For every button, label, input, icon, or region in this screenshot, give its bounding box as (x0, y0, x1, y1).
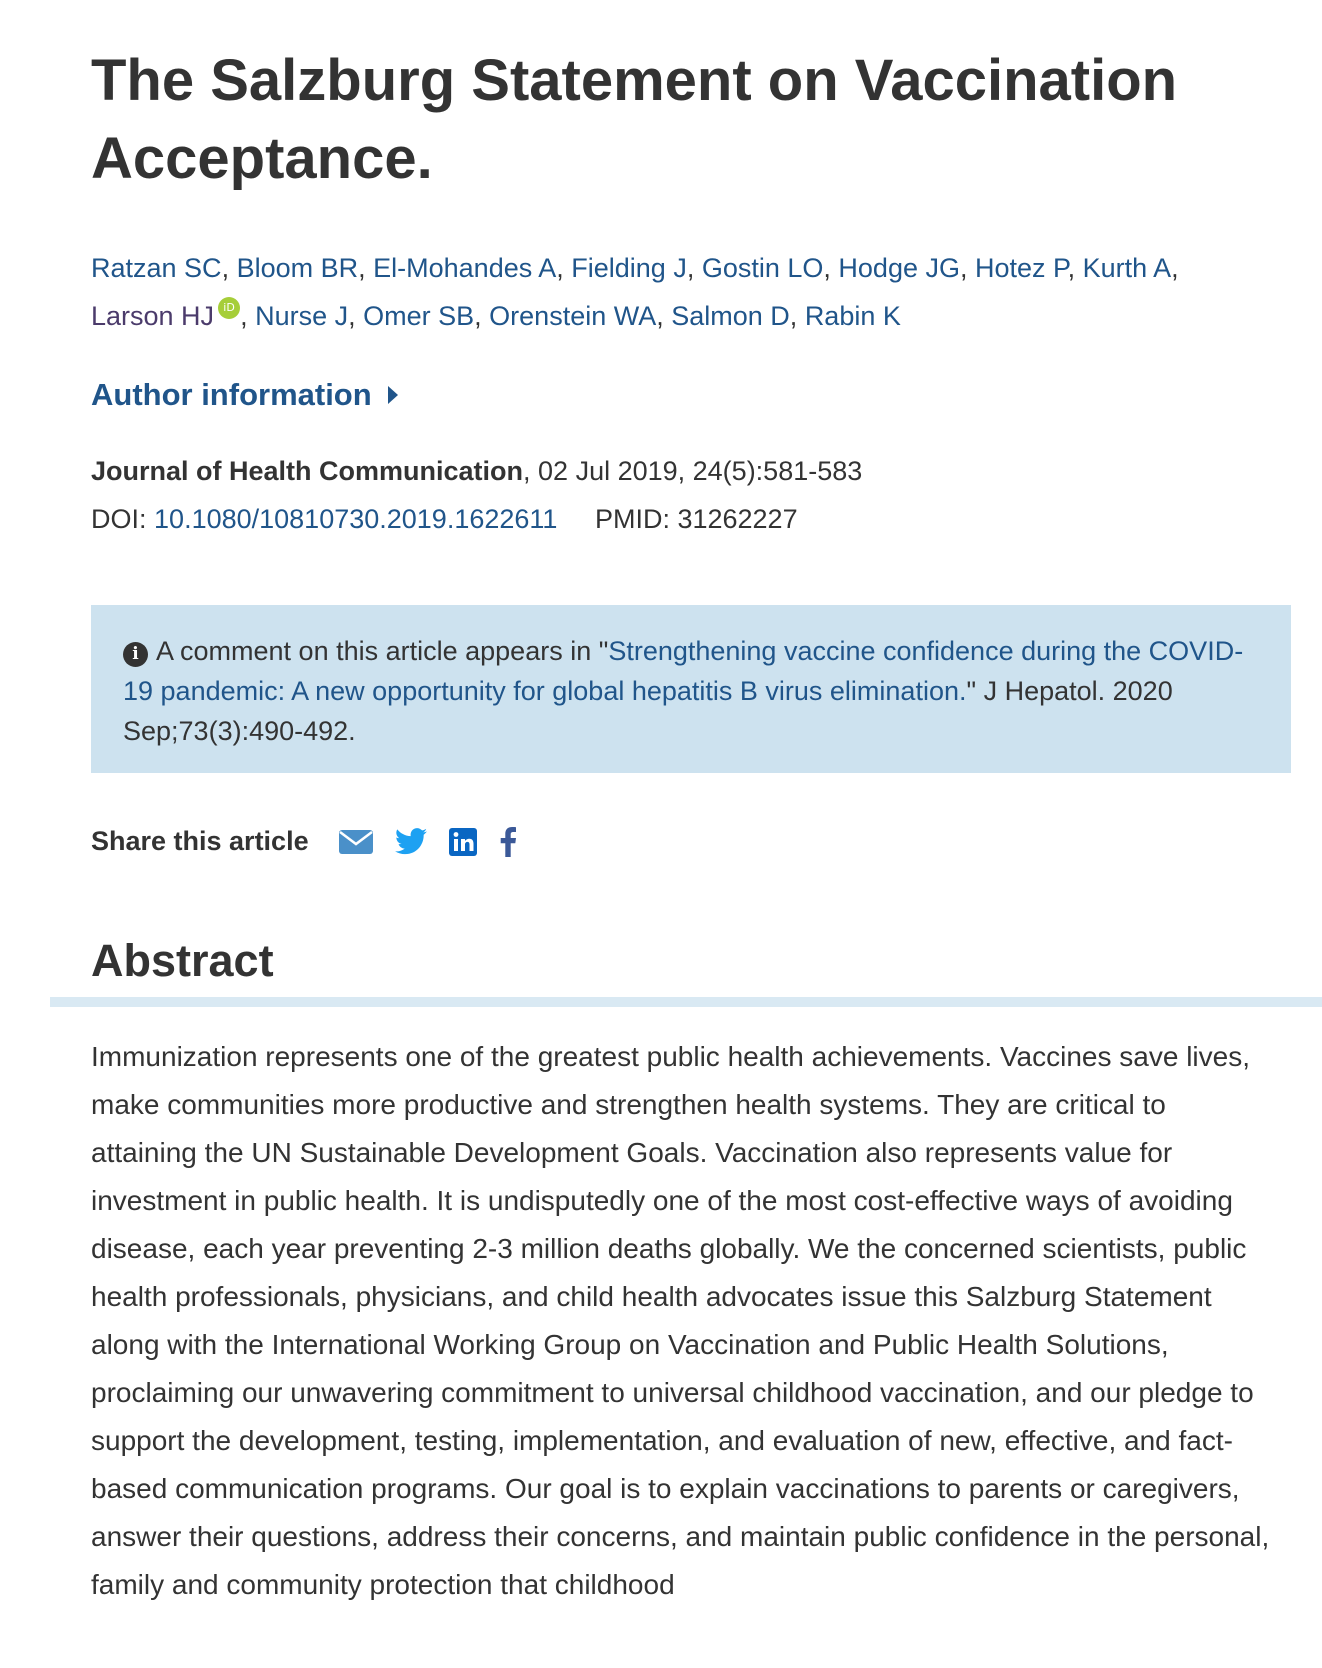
author-link[interactable]: Larson HJ (91, 301, 215, 331)
author-link[interactable]: Kurth A (1082, 253, 1172, 283)
author-link[interactable]: Omer SB (363, 301, 475, 331)
abstract-heading: Abstract (91, 935, 274, 986)
twitter-icon[interactable] (395, 828, 427, 855)
author-link[interactable]: Gostin LO (701, 253, 824, 283)
author-information-label: Author information (91, 377, 372, 412)
author-link[interactable]: Hodge JG (838, 253, 960, 283)
orcid-icon[interactable]: iD (218, 297, 240, 319)
author-link[interactable]: Orenstein WA (489, 301, 657, 331)
abstract-text: Immunization represents one of the greatest public health achievements. Vaccines save lives, make communities more productive and strengthen health systems. They are critical to attaining the UN Sustainable Development Goals. Vaccination also represents value for investment in public health. It is undisputedly one of the most cost-effective ways of avoiding disease, each year preventing 2-3 million deaths globally. We the concerned scientists, public health professionals, physicians, and child health advocates issue this Salzburg Statement along with the International Working Group on Vaccination and Public Health Solutions, proclaiming our unwavering commitment to universal childhood vaccination, and our pledge to support the development, testing, implementation, and evaluation of new, effective, and fact-based communication programs. Our goal is to explain vaccinations to parents or caregivers, answer their questions, address their concerns, and maintain public confidence in the personal, family and community protection that childhood (91, 1041, 1270, 1600)
author-link[interactable]: Ratzan SC (91, 253, 222, 283)
envelope-icon[interactable] (339, 830, 373, 854)
author-link[interactable]: Rabin K (804, 301, 901, 331)
author-information-toggle[interactable] (91, 377, 398, 413)
author-link[interactable]: El-Mohandes A (373, 253, 557, 283)
author-link[interactable]: Bloom BR (236, 253, 359, 283)
section-divider (50, 997, 1322, 1007)
author-link[interactable]: Salmon D (671, 301, 790, 331)
share-bar (91, 826, 517, 857)
doi-label: DOI: (91, 504, 147, 534)
comment-notice (91, 605, 1291, 773)
info-icon: i (123, 642, 148, 667)
author-link[interactable]: Fielding J (571, 253, 687, 283)
notice-suffix: " J Hepatol. 2020 Sep;73(3):490-492. (123, 676, 1173, 746)
share-label: Share this article (91, 826, 309, 856)
notice-prefix: A comment on this article appears in " (156, 636, 609, 666)
journal-name: Journal of Health Communication (91, 456, 524, 486)
linkedin-icon[interactable] (449, 828, 477, 856)
comment-article-link[interactable]: Strengthening vaccine confidence during the COVID-19 pandemic: A new opportunity for global hepatitis B virus elimination. (123, 636, 1244, 706)
author-link[interactable]: Nurse J (255, 301, 349, 331)
caret-right-icon (388, 386, 398, 404)
author-list: Ratzan SC, Bloom BR, El-Mohandes A, Fielding J, Gostin LO, Hodge JG, Hotez P, Kurth A, Larson HJ iD , Nurse J, Omer SB, Orenstein WA, Salmon D, Rabin K (91, 253, 1179, 331)
journal-details: , 02 Jul 2019, 24(5):581-583 (523, 456, 863, 486)
doi-link[interactable]: 10.1080/10810730.2019.1622611 (154, 504, 558, 534)
article-title: The Salzburg Statement on Vaccination Acceptance. (91, 48, 1178, 191)
citation-journal (91, 456, 862, 487)
author-link[interactable]: Hotez P (975, 253, 1068, 283)
facebook-icon[interactable] (499, 827, 517, 857)
pmid: PMID: 31262227 (594, 504, 798, 534)
citation-identifiers (91, 504, 798, 535)
